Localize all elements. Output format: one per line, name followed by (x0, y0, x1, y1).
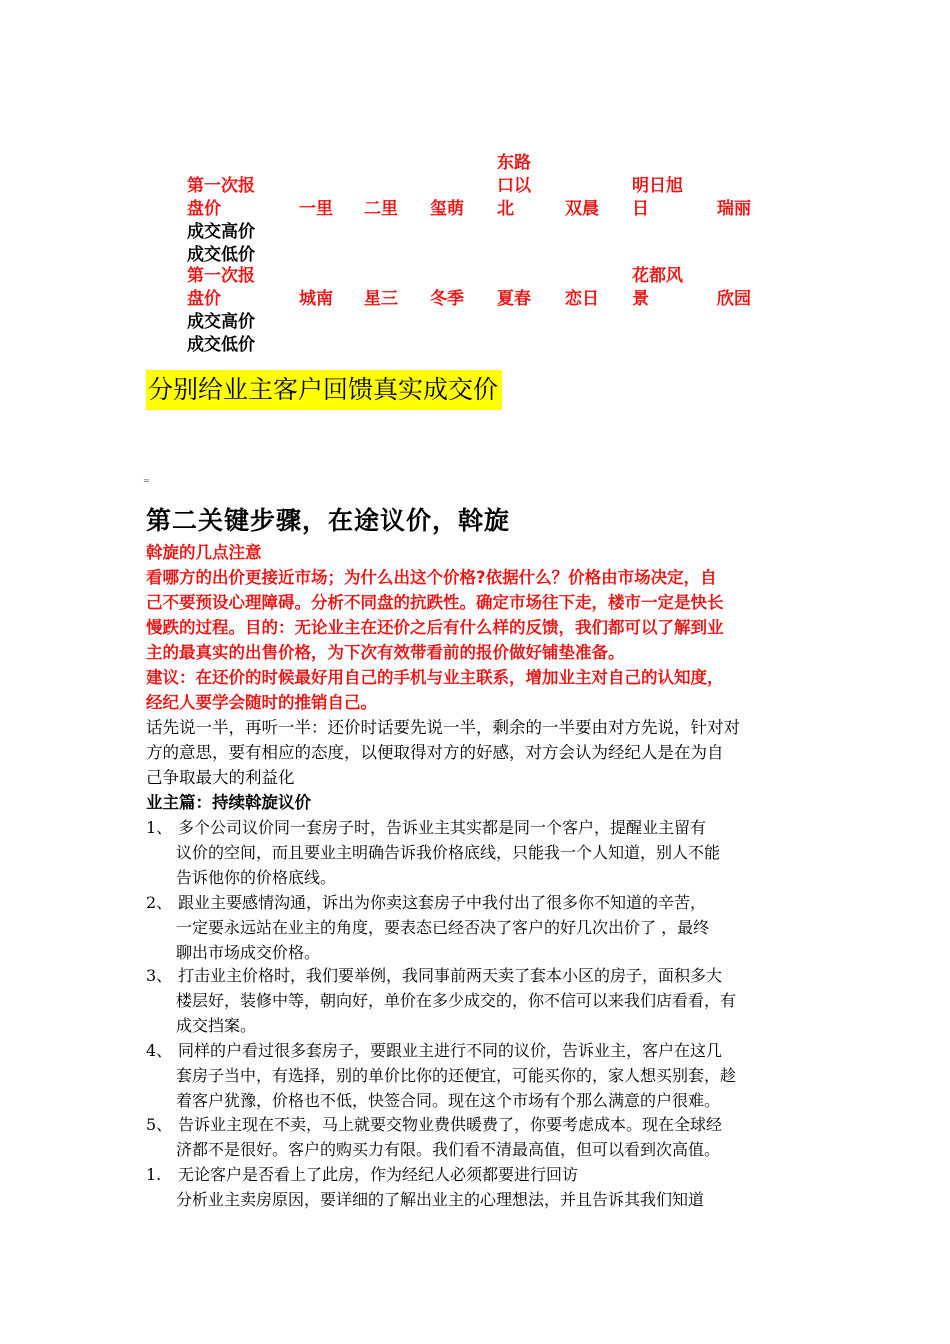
body-paragraph: 话先说一半，再听一半：还价时话要先说一半，剩余的一半要由对方先说，针对对 方的意思，要有相应的态度，以便取得对方的好感，对方会认为经纪人是在为自 己争取最大的利益化 (146, 718, 740, 787)
list-number: 1、 (146, 818, 173, 837)
table-row-label: 成交低价 (187, 335, 255, 355)
table-row-label (187, 175, 255, 221)
list-number: 5、 (146, 1115, 173, 1134)
table-cell: 星三 (364, 289, 398, 309)
list-item: 4、 同样的户看过很多套房子，要跟业主进行不同的议价，告诉业主，客户在这几 套房子当中，有选择，别的单价比你的还便宜，可能买你的，家人想买别套，趁 着客户犹豫，价格也不低，快签合同。现在这个市场有个那么满意的户很难。 (146, 1038, 812, 1113)
table-cell: 双晨 (565, 199, 599, 219)
small-mark: = (143, 476, 150, 485)
table-row-label: 成交高价 (187, 222, 255, 242)
list-number: 1. (146, 1165, 162, 1184)
section-title: 第二关键步骤，在途议价，斡旋 (146, 506, 511, 535)
notes-heading: 斡旋的几点注意 (146, 543, 262, 562)
table-cell: 瑞丽 (717, 199, 751, 219)
table-cell: 一里 (299, 199, 333, 219)
table-cell: 冬季 (430, 289, 464, 309)
table-cell: 明日旭 日 (632, 176, 683, 219)
highlighted-summary: 分别给业主客户回馈真实成交价 (146, 370, 502, 410)
table-row-label: 成交高价 (187, 312, 255, 332)
list-item: 5、 告诉业主现在不卖，马上就要交物业费供暖费了，你要考虑成本。现在全球经 济都不是很好。客户的购买力有限。我们看不清最高值，但可以看到次高值。 (146, 1112, 812, 1162)
table-cell: 欣园 (717, 289, 751, 309)
owner-heading: 业主篇：持续斡旋议价 (146, 793, 311, 812)
list-number: 4、 (146, 1041, 173, 1060)
list-item: 3、 打击业主价格时，我们要举例，我同事前两天卖了套本小区的房子，面积多大 楼层好，装修中等，朝向好，单价在多少成交的，你不信可以来我们店看看，有 成交挡案。 (146, 963, 812, 1038)
table-cell: 花都风 景 (632, 266, 683, 309)
list-item: 2、 跟业主要感情沟通，诉出为你卖这套房子中我付出了很多你不知道的辛苦， 一定要永远站在业主的角度，要表态已经否决了客户的好几次出价了 ，最终 聊出市场成交价格。 (146, 890, 812, 965)
table-cell: 玺萌 (430, 199, 464, 219)
label-line: 盘价 (187, 199, 221, 219)
table-cell: 城南 (299, 289, 333, 309)
table-cell: 二里 (364, 199, 398, 219)
table-row-label: 成交低价 (187, 245, 255, 265)
table-cell: 恋日 (565, 289, 599, 309)
list-item: 1. 无论客户是否看上了此房，作为经纪人必须都要进行回访 分析业主卖房原因，要详细的了解出业主的心理想法，并且告诉其我们知道 (146, 1162, 812, 1212)
notes-paragraph: 看哪方的出价更接近市场；为什么出这个价格?依据什么？价格由市场决定，自 己不要预设心理障碍。分析不同盘的抗跌性。确定市场往下走，楼市一定是快长 慢跌的过程。目的：无论业主在还价之后有什么样的反馈，我们都可以了解到业 主的最真实的出售价格，为下次有效带看前的报价做好铺垫准备。 (146, 568, 724, 662)
list-item: 1、 多个公司议价同一套房子时，告诉业主其实都是同一个客户，提醒业主留有 议价的空间，而且要业主明确告诉我价格底线，只能我一个人知道，别人不能 告诉他你的价格底线。 (146, 815, 812, 890)
table-cell: 夏春 (497, 289, 531, 309)
list-number: 2、 (146, 893, 173, 912)
table-row-label: 第一次报 盘价 (187, 266, 255, 309)
table-cell: 东路 口以 北 (497, 153, 531, 219)
list-number: 3、 (146, 966, 173, 985)
suggestion-paragraph: 建议：在还价的时候最好用自己的手机与业主联系，增加业主对自己的认知度， 经纪人要学会随时的推销自己。 (146, 668, 724, 712)
label-line: 第一次报 (187, 176, 255, 196)
